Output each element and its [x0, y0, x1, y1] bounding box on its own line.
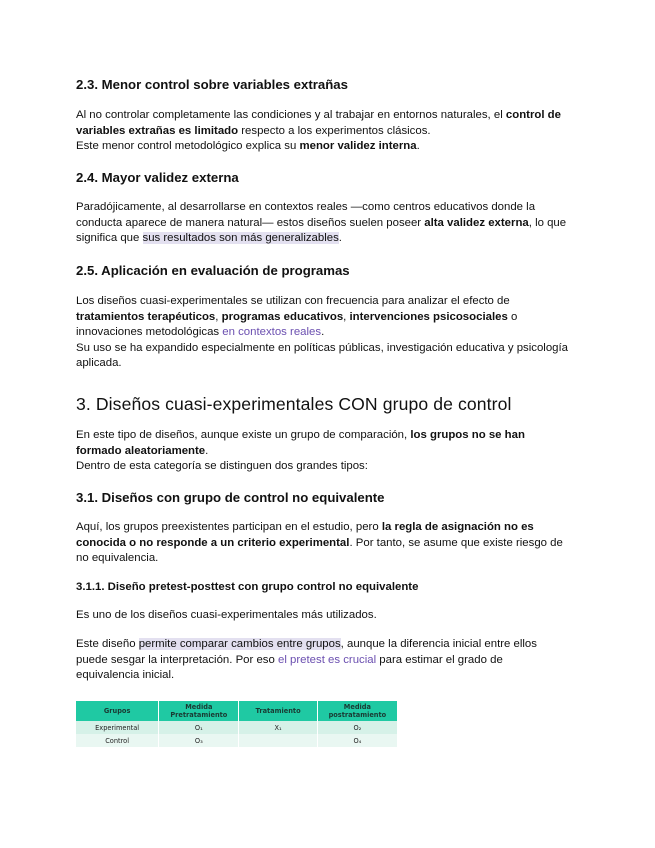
table-cell: Experimental: [76, 721, 159, 734]
section-heading-2-3: 2.3. Menor control sobre variables extrañas: [76, 77, 348, 92]
text: ,: [215, 310, 222, 323]
table-cell: O₂: [317, 721, 397, 734]
text: Su uso se ha expandido especialmente en políticas públicas, investigación educativa y psicología aplicada.: [76, 341, 569, 370]
text: para estimar el grado de equivalencia inicial.: [76, 653, 503, 682]
table-row: [76, 721, 398, 734]
highlighted-text: permite comparar cambios entre grupos: [138, 638, 341, 650]
section-heading-3-1: 3.1. Diseños con grupo de control no equivalente: [76, 490, 385, 505]
text: Este menor control metodológico explica su: [76, 140, 300, 153]
bold-text: alta validez externa: [424, 216, 529, 229]
design-table: [76, 701, 398, 747]
paragraph-2-4: [76, 200, 568, 247]
text: respecto a los experimentos clásicos.: [238, 124, 431, 137]
table-header-cell: Medida postratamiento: [317, 701, 397, 721]
text: Al no controlar completamente las condiciones y al trabajar en entornos naturales, el: [76, 109, 506, 121]
paragraph-3-1-1-a: Es uno de los diseños cuasi-experimentales más utilizados.: [76, 609, 377, 621]
paragraph-2-3: [76, 108, 568, 155]
paragraph-3: [76, 428, 568, 475]
section-heading-2-5: 2.5. Aplicación en evaluación de programas: [76, 263, 350, 278]
bold-text: la regla de asignación no es conocida o no responde a un criterio experimental: [76, 521, 534, 549]
table-cell: X₁: [239, 721, 317, 734]
bold-text: intervenciones psicosociales: [349, 310, 508, 323]
bold-text: menor validez interna: [299, 140, 417, 153]
section-heading-3-1-1: 3.1.1. Diseño pretest-posttest con grupo control no equivalente: [76, 581, 419, 593]
highlighted-text: sus resultados son más generalizables: [142, 232, 339, 245]
text: , lo que significa que: [76, 216, 567, 245]
table-header-cell: Tratamiento: [239, 701, 317, 721]
text: , aunque la diferencia inicial entre ellos puede sesgar la interpretación. Por eso: [76, 638, 537, 666]
table-cell: O₃: [159, 734, 239, 747]
bold-text: los grupos no se han formado aleatoriamente: [76, 429, 525, 457]
link-text[interactable]: el pretest es crucial: [278, 653, 377, 666]
text: En este tipo de diseños, aunque existe un grupo de comparación,: [76, 429, 411, 441]
text: ,: [343, 310, 350, 323]
text: Los diseños cuasi-experimentales se utilizan con frecuencia para analizar el efecto de: [76, 295, 510, 307]
text: .: [416, 140, 420, 153]
table-cell: Control: [76, 734, 159, 747]
text: Este diseño: [76, 638, 139, 650]
text: . Por tanto, se asume que existe riesgo de no equivalencia.: [76, 536, 563, 565]
table-header-row: [76, 701, 398, 721]
paragraph-3-1: [76, 520, 568, 567]
table-cell: O₁: [159, 721, 239, 734]
table-cell: O₄: [317, 734, 397, 747]
section-heading-2-4: 2.4. Mayor validez externa: [76, 170, 239, 185]
text: .: [321, 326, 325, 339]
table-header-cell: Grupos: [76, 701, 159, 721]
text: .: [205, 444, 209, 457]
paragraph-2-5: [76, 294, 568, 372]
bold-text: programas educativos: [221, 310, 344, 323]
section-heading-3: 3. Diseños cuasi-experimentales CON grupo de control: [76, 394, 512, 414]
text: .: [338, 232, 342, 245]
table-cell: [239, 734, 317, 747]
link-text[interactable]: en contextos reales: [222, 326, 322, 339]
paragraph-3-1-1-b: [76, 637, 568, 684]
text: Dentro de esta categoría se distinguen dos grandes tipos:: [76, 460, 368, 473]
table-row: [76, 734, 398, 747]
bold-text: tratamientos terapéuticos: [76, 310, 216, 323]
text: Aquí, los grupos preexistentes participan en el estudio, pero: [76, 521, 382, 533]
table-header-cell: Medida Pretratamiento: [159, 701, 239, 721]
text: Paradójicamente, al desarrollarse en contextos reales —como centros educativos donde la conducta aparece de manera natural— estos diseños suelen poseer: [76, 201, 536, 229]
bold-text: control de variables extrañas es limitado: [76, 109, 561, 137]
text: o innovaciones metodológicas: [76, 310, 518, 339]
